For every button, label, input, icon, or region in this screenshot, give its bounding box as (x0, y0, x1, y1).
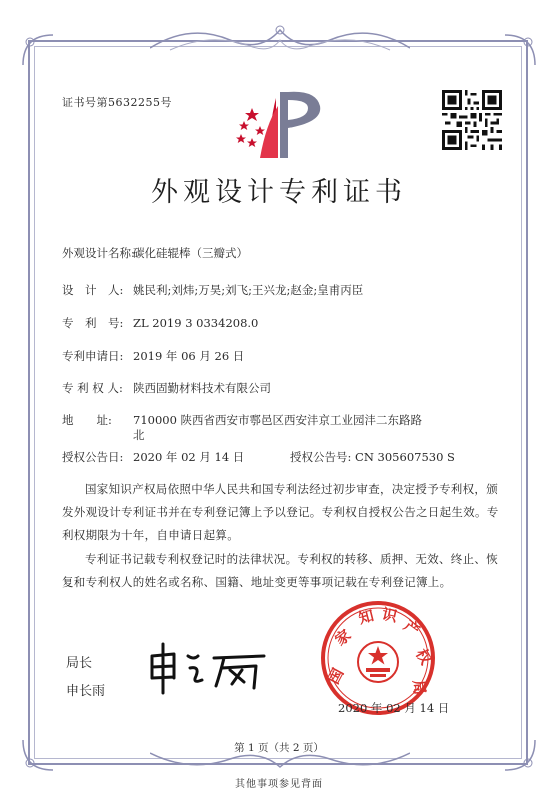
field-value: 姚民利;刘炜;万昊;刘飞;王兴龙;赵金;皇甫丙臣 (133, 283, 364, 297)
svg-text:权: 权 (412, 645, 436, 668)
field-label: 专 利 号: (62, 316, 124, 330)
footer-note: 其他事项参见背面 (235, 779, 323, 790)
corner-ornament-tr (500, 30, 540, 70)
field-label: 专利申请日: (62, 349, 124, 363)
svg-text:识: 识 (380, 604, 399, 626)
field-value: 陕西固勤材料技术有限公司 (133, 381, 271, 395)
field-label: 地 址: (62, 413, 112, 427)
statement-paragraph-2: 专利证书记载专利权登记时的法律状况。专利权的转移、质押、无效、终止、恢复和专利权人的姓名或名称、国籍、地址变更等事项记载在专利登记簿上。 (62, 552, 498, 589)
cnipa-logo-icon (228, 88, 338, 163)
svg-text:家: 家 (331, 625, 355, 650)
svg-text:产: 产 (400, 616, 424, 640)
director-title: 局长 (66, 656, 93, 671)
field-label: 授权公告日: (62, 450, 124, 464)
field-label: 外观设计名称: (62, 246, 135, 260)
field-value: 2019 年 06 月 26 日 (133, 349, 245, 363)
field-value: 2020 年 02 月 14 日 (133, 450, 245, 464)
qr-code-icon (442, 90, 502, 150)
certificate-number: 证书号第5632255号 (62, 96, 172, 109)
announcement-number-text: 授权公告号: CN 305607530 S (290, 450, 455, 464)
page-number: 第 1 页（共 2 页） (234, 742, 324, 754)
director-signature (144, 638, 274, 698)
field-value: ZL 2019 3 0334208.0 (133, 316, 259, 330)
corner-ornament-tl (18, 30, 58, 70)
certificate-title: 外观设计专利证书 (151, 177, 407, 208)
svg-text:国: 国 (324, 665, 348, 688)
statement-paragraph-1: 国家知识产权局依照中华人民共和国专利法经过初步审查，决定授予专利权，颁发外观设计专利证书并在专利登记簿上予以登记。专利权自授权公告之日起生效。专利权期限为十年，自申请日起算。 (62, 482, 499, 542)
field-value: 碳化硅辊棒（三瓣式） (133, 246, 248, 260)
director-name: 申长雨 (66, 684, 106, 699)
field-value: 710000 陕西省西安市鄠邑区西安沣京工业园沣二东路路北 (133, 413, 423, 442)
top-ornament (150, 18, 410, 58)
seal-date: 2020 年 02 月 14 日 (338, 701, 450, 715)
svg-text:知: 知 (356, 606, 376, 628)
field-label: 设 计 人: (62, 283, 124, 297)
field-label: 专 利 权 人: (62, 381, 123, 395)
svg-text:局: 局 (409, 678, 429, 696)
